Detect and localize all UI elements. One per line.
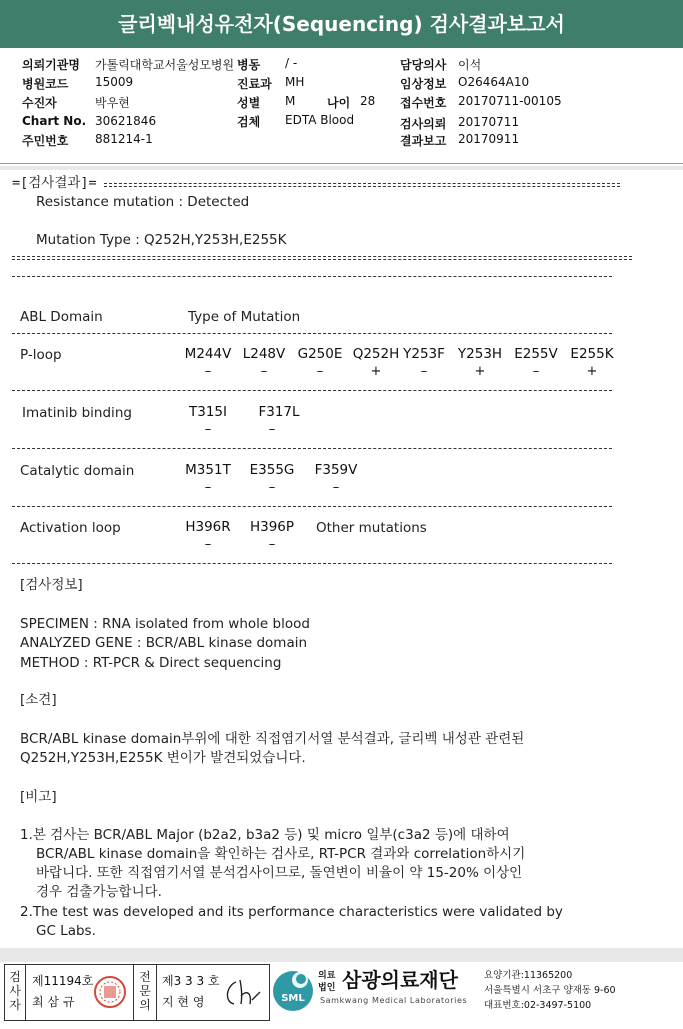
result-heading-rule-2 [104, 186, 620, 187]
result-cell: – [532, 364, 540, 379]
result-cell: – [260, 364, 268, 379]
col-type-header: Type of Mutation [188, 309, 301, 325]
mutation-cell: M244V [184, 346, 232, 362]
info-divider [0, 163, 683, 164]
corp-address: 서울특별시 서초구 양재동 9-60 [484, 985, 616, 996]
result-cell: – [332, 480, 340, 495]
domain-p-loop: P-loop [20, 347, 62, 363]
doctor-value: 이석 [458, 58, 482, 72]
remark-1-line-4: 경우 검출가능합니다. [36, 884, 162, 900]
result-cell: – [204, 480, 212, 495]
result-cell: – [204, 422, 212, 437]
sig-divider [25, 964, 26, 1020]
label-char: 문 [139, 984, 151, 998]
row-rule [12, 448, 612, 449]
result-double-rule [12, 256, 632, 260]
remark-2-line-2: GC Labs. [36, 923, 96, 939]
row-rule [12, 506, 612, 507]
domain-imatinib-binding: Imatinib binding [22, 405, 132, 421]
chart-label: Chart No. [22, 114, 87, 128]
corp-name: 삼광의료재단 [342, 968, 458, 992]
specimen-label: 검체 [237, 115, 261, 129]
sig-divider [133, 964, 134, 1020]
mutation-cell: E255V [514, 346, 558, 362]
label-char: 사 [9, 984, 21, 998]
opinion-line-1: BCR/ABL kinase domain부위에 대한 직접염기서열 분석결과, 글리벡 내성관 관련된 [20, 731, 525, 747]
mutation-cell: H396R [185, 519, 231, 535]
mutation-cell: Q252H [352, 346, 400, 362]
resistance-line: Resistance mutation : Detected [36, 194, 250, 210]
mutation-type-line: Mutation Type : Q252H,Y253H,E255K [36, 232, 287, 248]
age-value: 28 [360, 94, 376, 108]
gray-band-top [0, 166, 683, 170]
patient-label: 수진자 [22, 96, 57, 110]
remark-1-line-1: 1.본 검사는 BCR/ABL Major (b2a2, b3a2 등) 및 micro 일부(c3a2 등)에 대하여 [20, 827, 510, 843]
confirm-name: 지 현 영 [162, 995, 205, 1009]
opinion-line-2: Q252H,Y253H,E255K 변이가 발견되었습니다. [20, 750, 306, 766]
sex-value: M [285, 94, 296, 108]
hospital-code-label: 병원코드 [22, 77, 69, 91]
logo-text: SML [281, 993, 305, 1004]
report-label: 결과보고 [400, 134, 447, 148]
label-char: 검 [9, 970, 21, 984]
result-heading-text: =[검사결과]= [12, 175, 97, 191]
table-top-rule [12, 276, 612, 277]
examiner-vertical-label [6, 970, 24, 1012]
dept-label: 진료과 [237, 77, 272, 91]
sig-divider [156, 964, 157, 1020]
remark-1-line-2: BCR/ABL kinase domain을 확인하는 검사로, RT-PCR 결과와 correlation하시기 [36, 846, 526, 862]
result-cell: – [268, 537, 276, 552]
mutation-cell: H396P [249, 519, 295, 535]
sex-label: 성별 [237, 96, 261, 110]
ward-value: / - [285, 56, 298, 70]
doctor-label: 담당의사 [400, 58, 447, 72]
domain-catalytic: Catalytic domain [20, 463, 135, 479]
result-cell: + [370, 364, 382, 379]
result-cell: – [316, 364, 324, 379]
opinion-heading: [소견] [20, 692, 57, 708]
red-seal-stamp [93, 975, 127, 1009]
result-cell: + [474, 364, 486, 379]
report-title: 글리벡내성유전자(Sequencing) 검사결과보고서 [118, 12, 565, 36]
mutation-cell: G250E [297, 346, 343, 362]
mutation-cell: T315I [189, 404, 227, 420]
hospital-code-value: 15009 [95, 75, 134, 89]
receipt-label: 접수번호 [400, 96, 447, 110]
mutation-cell: L248V [242, 346, 286, 362]
remarks-heading: [비고] [20, 789, 57, 805]
result-cell: – [204, 537, 212, 552]
mutation-cell: E255K [570, 346, 614, 362]
mutation-cell: E355G [249, 462, 295, 478]
request-value: 20170711 [458, 115, 520, 129]
ward-label: 병동 [237, 58, 261, 72]
result-cell: – [268, 480, 276, 495]
result-heading [12, 174, 97, 192]
corp-small-2: 법인 [318, 983, 336, 993]
examiner-number: 제11194호 [32, 974, 94, 988]
request-label: 검사의뢰 [400, 117, 447, 131]
institution-label: 의뢰기관명 [22, 58, 80, 72]
mutation-cell: M351T [185, 462, 231, 478]
label-char: 의 [139, 998, 151, 1012]
clinical-info-value: O26464A10 [458, 75, 530, 89]
examiner-name: 최 삼 규 [32, 995, 75, 1009]
result-cell: – [420, 364, 428, 379]
receipt-value: 20170711-00105 [458, 94, 562, 108]
age-label: 나이 [327, 96, 351, 110]
col-domain-header: ABL Domain [20, 309, 103, 325]
mutation-cell: Y253F [403, 346, 445, 362]
mutation-cell: Y253H [457, 346, 503, 362]
exam-specimen: SPECIMEN : RNA isolated from whole blood [20, 616, 310, 632]
id-label: 주민번호 [22, 134, 69, 148]
patient-value: 박우현 [95, 96, 130, 110]
dept-value: MH [285, 75, 305, 89]
mutation-cell: F359V [314, 462, 358, 478]
corp-english-name: Samkwang Medical Laboratories [320, 996, 468, 1005]
institution-code: 요양기관:11365200 [484, 970, 573, 981]
result-cell: + [586, 364, 598, 379]
corp-small-1: 의료 [318, 971, 336, 981]
label-char: 자 [9, 998, 21, 1012]
result-cell: – [268, 422, 276, 437]
result-cell: – [204, 364, 212, 379]
corp-phone: 대표번호:02-3497-5100 [484, 1000, 592, 1011]
table-bottom-rule [12, 563, 612, 564]
domain-activation-loop: Activation loop [20, 520, 121, 536]
exam-info-heading: [검사정보] [20, 577, 83, 593]
report-value: 20170911 [458, 132, 520, 146]
handwritten-signature [222, 976, 262, 1008]
mutation-cell: F317L [258, 404, 300, 420]
clinical-info-label: 임상정보 [400, 77, 447, 91]
exam-method: METHOD : RT-PCR & Direct sequencing [20, 655, 282, 671]
confirm-vertical-label [136, 970, 154, 1012]
exam-gene: ANALYZED GENE : BCR/ABL kinase domain [20, 635, 308, 651]
label-char: 전 [139, 970, 151, 984]
sml-logo-icon [270, 966, 316, 1016]
specimen-value: EDTA Blood [285, 113, 355, 127]
confirm-number: 제3 3 3 호 [162, 974, 220, 988]
institution-value: 가톨릭대학교서울성모병원 [95, 58, 235, 72]
header-rule [12, 333, 612, 334]
id-value: 881214-1 [95, 132, 153, 146]
gray-band-bottom [0, 948, 683, 962]
chart-value: 30621846 [95, 114, 157, 128]
mutation-cell: Other mutations [316, 520, 427, 536]
row-rule [12, 390, 612, 391]
result-heading-rule [104, 183, 620, 184]
remark-1-line-3: 바랍니다. 또한 직접염기서열 분석검사이므로, 돌연변이 비율이 약 15-20% 이상인 [36, 865, 523, 881]
remark-2-line-1: 2.The test was developed and its performance characteristics were validated by [20, 904, 563, 920]
